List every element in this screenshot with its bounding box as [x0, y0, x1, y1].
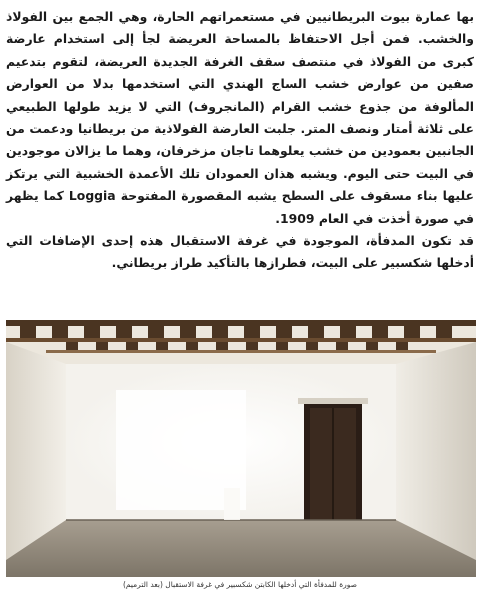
- room-illustration: [6, 320, 476, 577]
- article-paragraph-2: قد تكون المدفأة، الموجودة في غرفة الاستقبال هذه إحدى الإضافات التي أدخلها شكسبير على البيت، فطرازها بالتأكيد طراز بريطاني.: [6, 233, 474, 271]
- article-text: [6, 6, 474, 275]
- reception-room-photo: [6, 320, 476, 577]
- article-paragraph-1: بها عمارة بيوت البريطانيين في مستعمراتهم الحارة، وهي الجمع بين الفولاذ والخشب. فمن أجل الاحتفاظ بالمساحة العريضة لجأ إلى استخدام عارضة كبرى من الفولاذ في منتصف سقف الغرفة الجديدة العريضة، لتقوم بتدعيم صفين من عوارض خشب الساج الهندي التي استخدمها بدلا من العوارض المألوفة من جذوع خشب القرام (المانجروف) التي لا يزيد طولها الطبيعي على ثلاثة أمتار ونصف المتر. جلبت العارضة الفولاذية من بريطانيا ودعمت من الجانبين بعمودين من خشب يعلوهما تاجان مزخرفان، وهما ما يزالان موجودين في البيت حتى اليوم. ويشبه هذان العمودان تلك الأعمدة الخشبية التي يرتكز عليها بناء مسقوف على السطح يشبه المقصورة المفتوحة Loggia كما يظهر في صورة أخذت في العام 1909.: [6, 9, 474, 226]
- photo-caption: صورة للمدفأة التي أدخلها الكابتن شكسبير في غرفة الاستقبال (بعد الترميم): [122, 580, 358, 589]
